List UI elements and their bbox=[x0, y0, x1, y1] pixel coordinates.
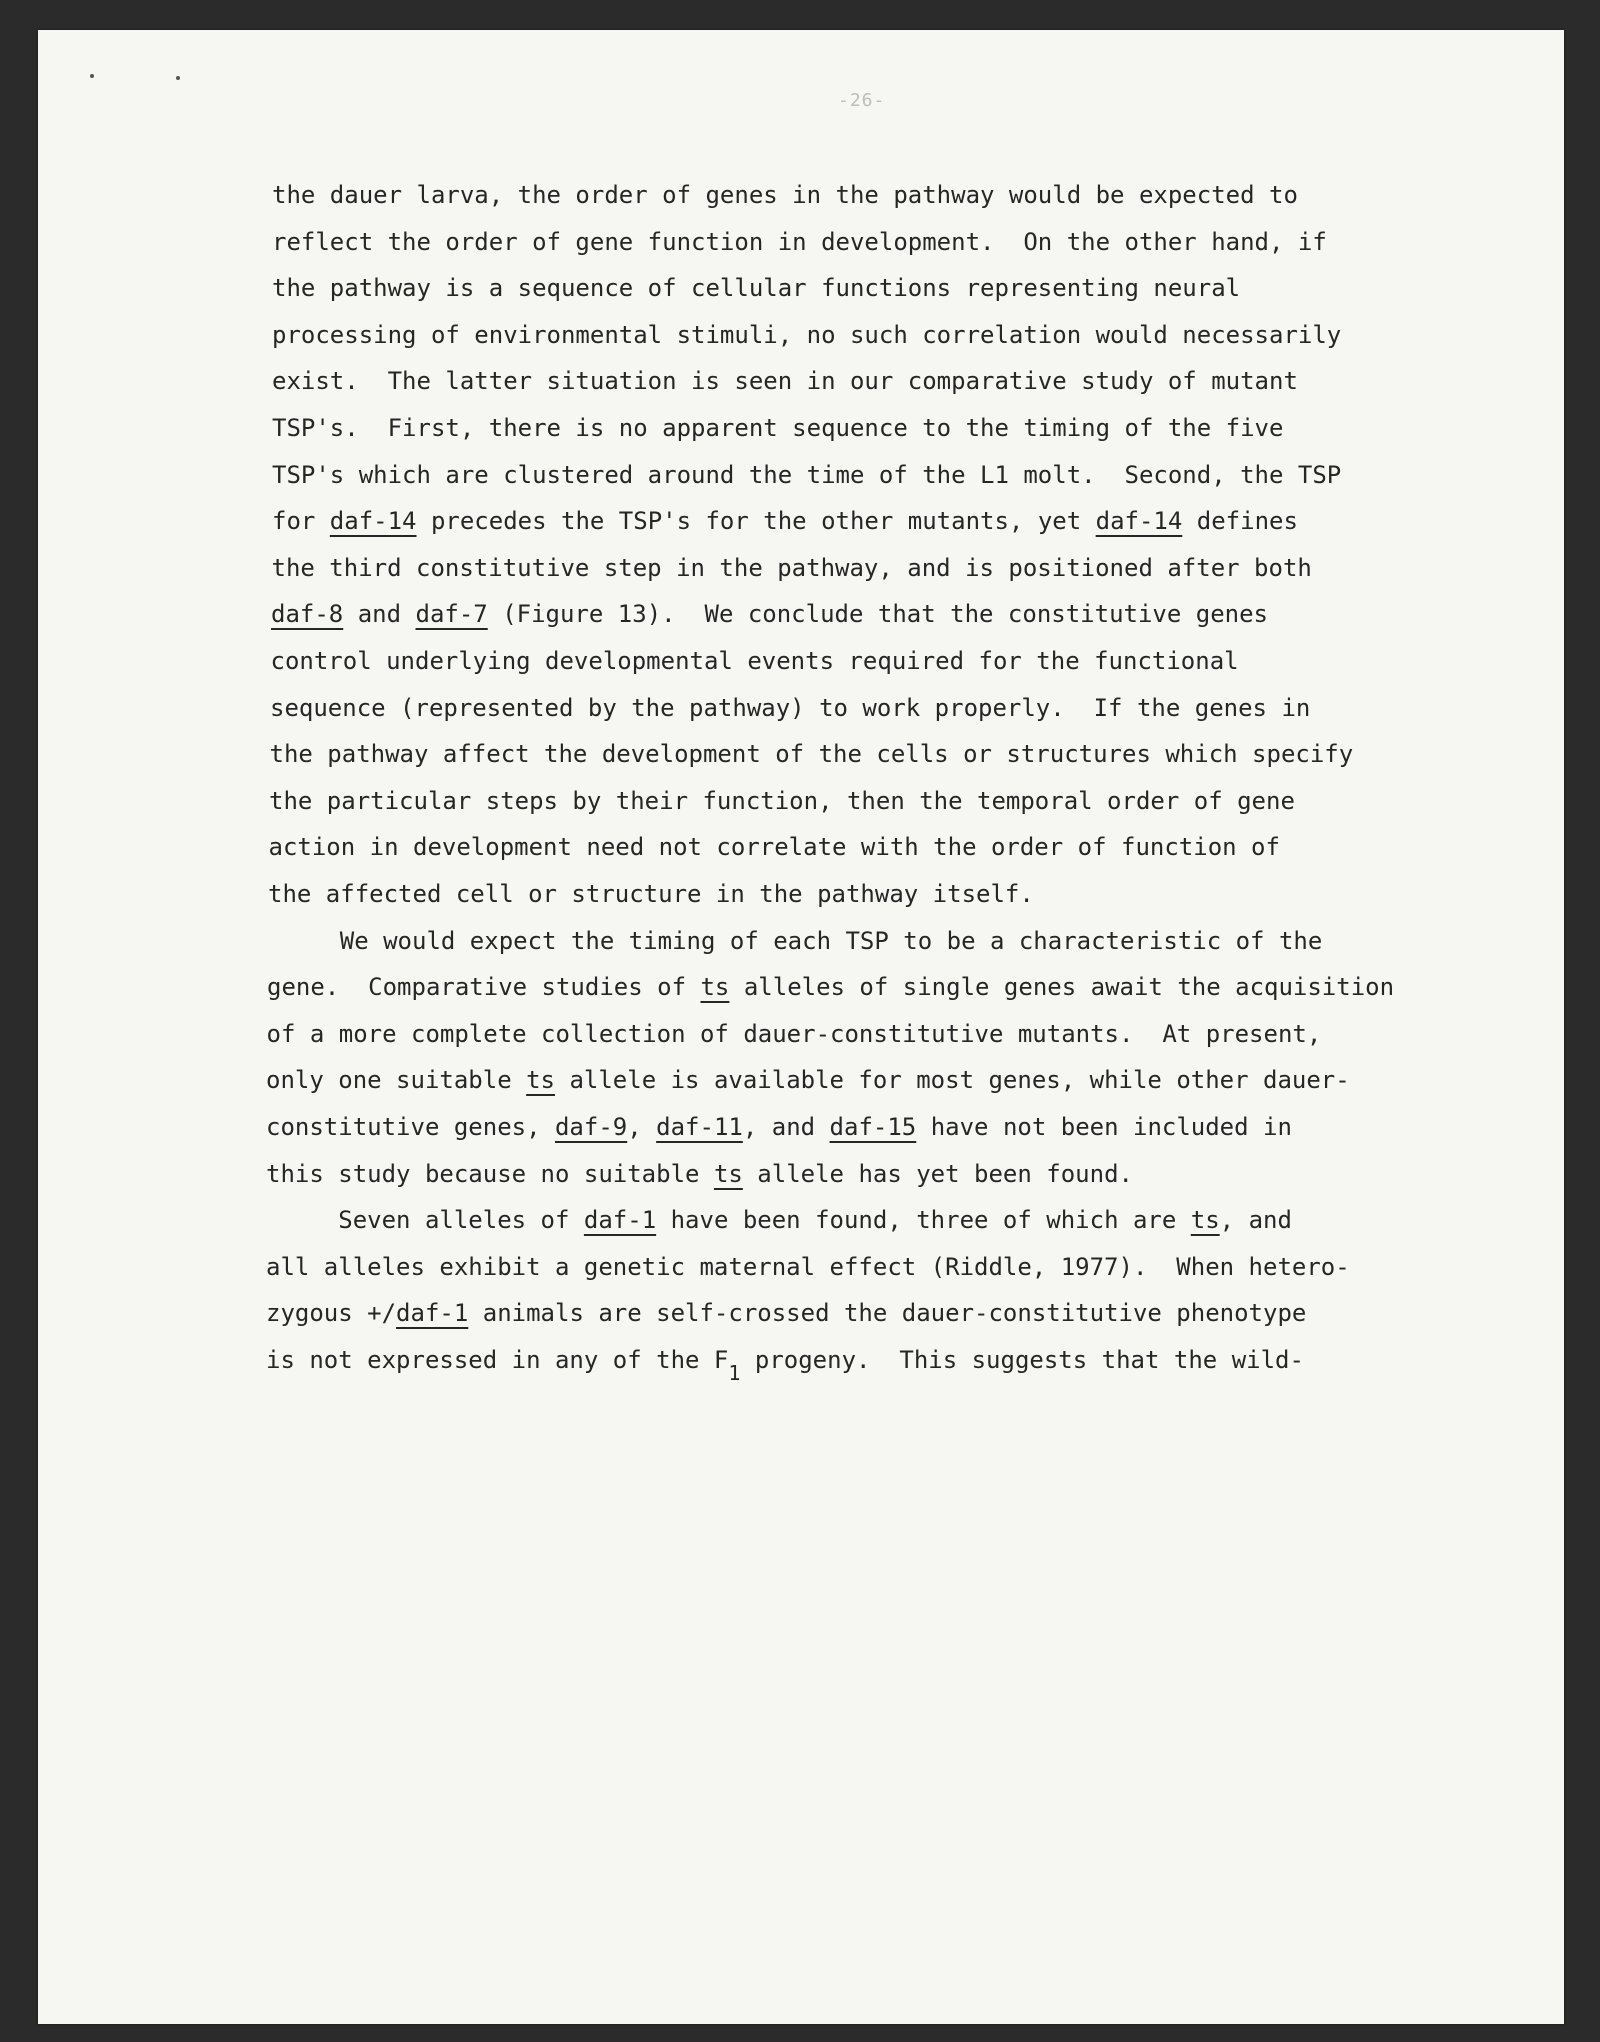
text-line bbox=[266, 1065, 1350, 1095]
text-segment: and bbox=[343, 600, 416, 629]
document-page bbox=[38, 30, 1564, 2024]
text-segment: alleles of single genes await the acquisition bbox=[729, 973, 1395, 1002]
gene-name: daf-14 bbox=[1095, 507, 1183, 536]
text-line bbox=[267, 1019, 1322, 1049]
text-segment: reflect the order of gene function in development. On the other hand, if bbox=[272, 227, 1327, 256]
gene-name: daf-11 bbox=[656, 1113, 743, 1141]
text-line bbox=[268, 926, 1323, 956]
subscript: 1 bbox=[728, 1361, 741, 1385]
gene-name: daf-1 bbox=[396, 1299, 469, 1328]
text-line bbox=[271, 646, 1239, 676]
text-segment: , bbox=[627, 1113, 657, 1141]
text-segment: processing of environmental stimuli, no such correlation would necessarily bbox=[272, 320, 1342, 349]
text-line bbox=[270, 693, 1310, 723]
text-segment: for bbox=[272, 507, 330, 536]
text-line bbox=[266, 1345, 1304, 1385]
text-segment: Seven alleles of bbox=[266, 1206, 584, 1235]
text-line bbox=[272, 180, 1298, 210]
text-line bbox=[268, 879, 1034, 909]
text-segment: defines bbox=[1182, 507, 1298, 536]
text-line bbox=[272, 413, 1283, 443]
text-segment: the particular steps by their function, then the temporal order of gene bbox=[269, 786, 1295, 815]
text-segment: allele has yet been found. bbox=[742, 1159, 1133, 1188]
text-segment: all alleles exhibit a genetic maternal effect (Riddle, 1977). When hetero- bbox=[266, 1252, 1350, 1281]
text-line bbox=[266, 1205, 1292, 1235]
text-line bbox=[272, 273, 1240, 303]
text-line bbox=[267, 972, 1394, 1002]
text-segment: precedes the TSP's for the other mutants, yet bbox=[416, 507, 1096, 536]
text-line bbox=[272, 366, 1298, 396]
text-line bbox=[269, 786, 1295, 816]
text-segment: control underlying developmental events required for the functional bbox=[270, 647, 1239, 675]
text-segment: the pathway affect the development of the cells or structures which specify bbox=[269, 740, 1354, 769]
text-segment: this study because no suitable bbox=[266, 1159, 714, 1188]
text-segment: sequence (represented by the pathway) to work properly. If the genes in bbox=[270, 693, 1311, 722]
gene-name: ts bbox=[700, 973, 730, 1002]
text-segment: , and bbox=[1219, 1206, 1292, 1235]
text-segment: animals are self-crossed the dauer-constitutive phenotype bbox=[468, 1299, 1307, 1328]
text-segment: We would expect the timing of each TSP to be a characteristic of the bbox=[267, 926, 1323, 955]
gene-name: daf-15 bbox=[829, 1113, 917, 1141]
text-line bbox=[272, 227, 1327, 257]
gene-name: ts bbox=[1190, 1206, 1220, 1235]
text-line bbox=[266, 1159, 1133, 1189]
text-segment: the pathway is a sequence of cellular functions representing neural bbox=[272, 274, 1241, 303]
text-segment: TSP's. First, there is no apparent sequence to the timing of the five bbox=[272, 414, 1284, 442]
text-line bbox=[270, 739, 1354, 769]
text-segment: , and bbox=[742, 1113, 830, 1141]
gene-name: daf-9 bbox=[554, 1113, 628, 1141]
gene-name: daf-14 bbox=[329, 507, 417, 536]
text-line bbox=[272, 506, 1298, 536]
text-segment: action in development need not correlate with the order of function of bbox=[268, 833, 1280, 862]
text-segment: only one suitable bbox=[266, 1066, 527, 1095]
gene-name: ts bbox=[713, 1159, 743, 1188]
text-line bbox=[272, 553, 1312, 583]
text-segment: is not expressed in any of the F bbox=[266, 1346, 729, 1374]
gene-name: daf-8 bbox=[271, 600, 344, 629]
text-line bbox=[271, 599, 1268, 629]
gene-name: daf-1 bbox=[583, 1206, 657, 1235]
text-segment: (Figure 13). We conclude that the constitutive genes bbox=[487, 600, 1269, 629]
text-segment: the third constitutive step in the pathway, and is positioned after both bbox=[271, 553, 1312, 582]
text-segment: have been found, three of which are bbox=[656, 1206, 1191, 1235]
text-segment: the dauer larva, the order of genes in the pathway would be expected to bbox=[272, 181, 1298, 209]
text-segment: TSP's which are clustered around the time of the L1 molt. Second, the TSP bbox=[272, 460, 1342, 489]
text-segment: of a more complete collection of dauer-constitutive mutants. At present, bbox=[266, 1019, 1322, 1048]
text-segment: allele is available for most genes, while other dauer- bbox=[555, 1066, 1350, 1095]
text-segment: constitutive genes, bbox=[266, 1113, 555, 1141]
body-text bbox=[38, 30, 1564, 2024]
gene-name: daf-7 bbox=[415, 600, 488, 629]
text-line bbox=[272, 460, 1341, 490]
text-segment: gene. Comparative studies of bbox=[267, 973, 701, 1002]
page-number: -26- bbox=[838, 90, 886, 111]
text-segment: the affected cell or structure in the pathway itself. bbox=[268, 880, 1034, 908]
gene-name: ts bbox=[526, 1066, 555, 1095]
text-line bbox=[266, 1112, 1292, 1142]
text-segment: zygous +/ bbox=[266, 1299, 397, 1328]
text-segment: progeny. This suggests that the wild- bbox=[740, 1346, 1304, 1374]
text-line bbox=[266, 1298, 1306, 1328]
text-line bbox=[266, 1252, 1350, 1282]
text-segment: have not been included in bbox=[916, 1113, 1292, 1141]
text-line bbox=[272, 320, 1341, 350]
text-line bbox=[269, 832, 1280, 862]
text-segment: exist. The latter situation is seen in our comparative study of mutant bbox=[272, 367, 1298, 396]
